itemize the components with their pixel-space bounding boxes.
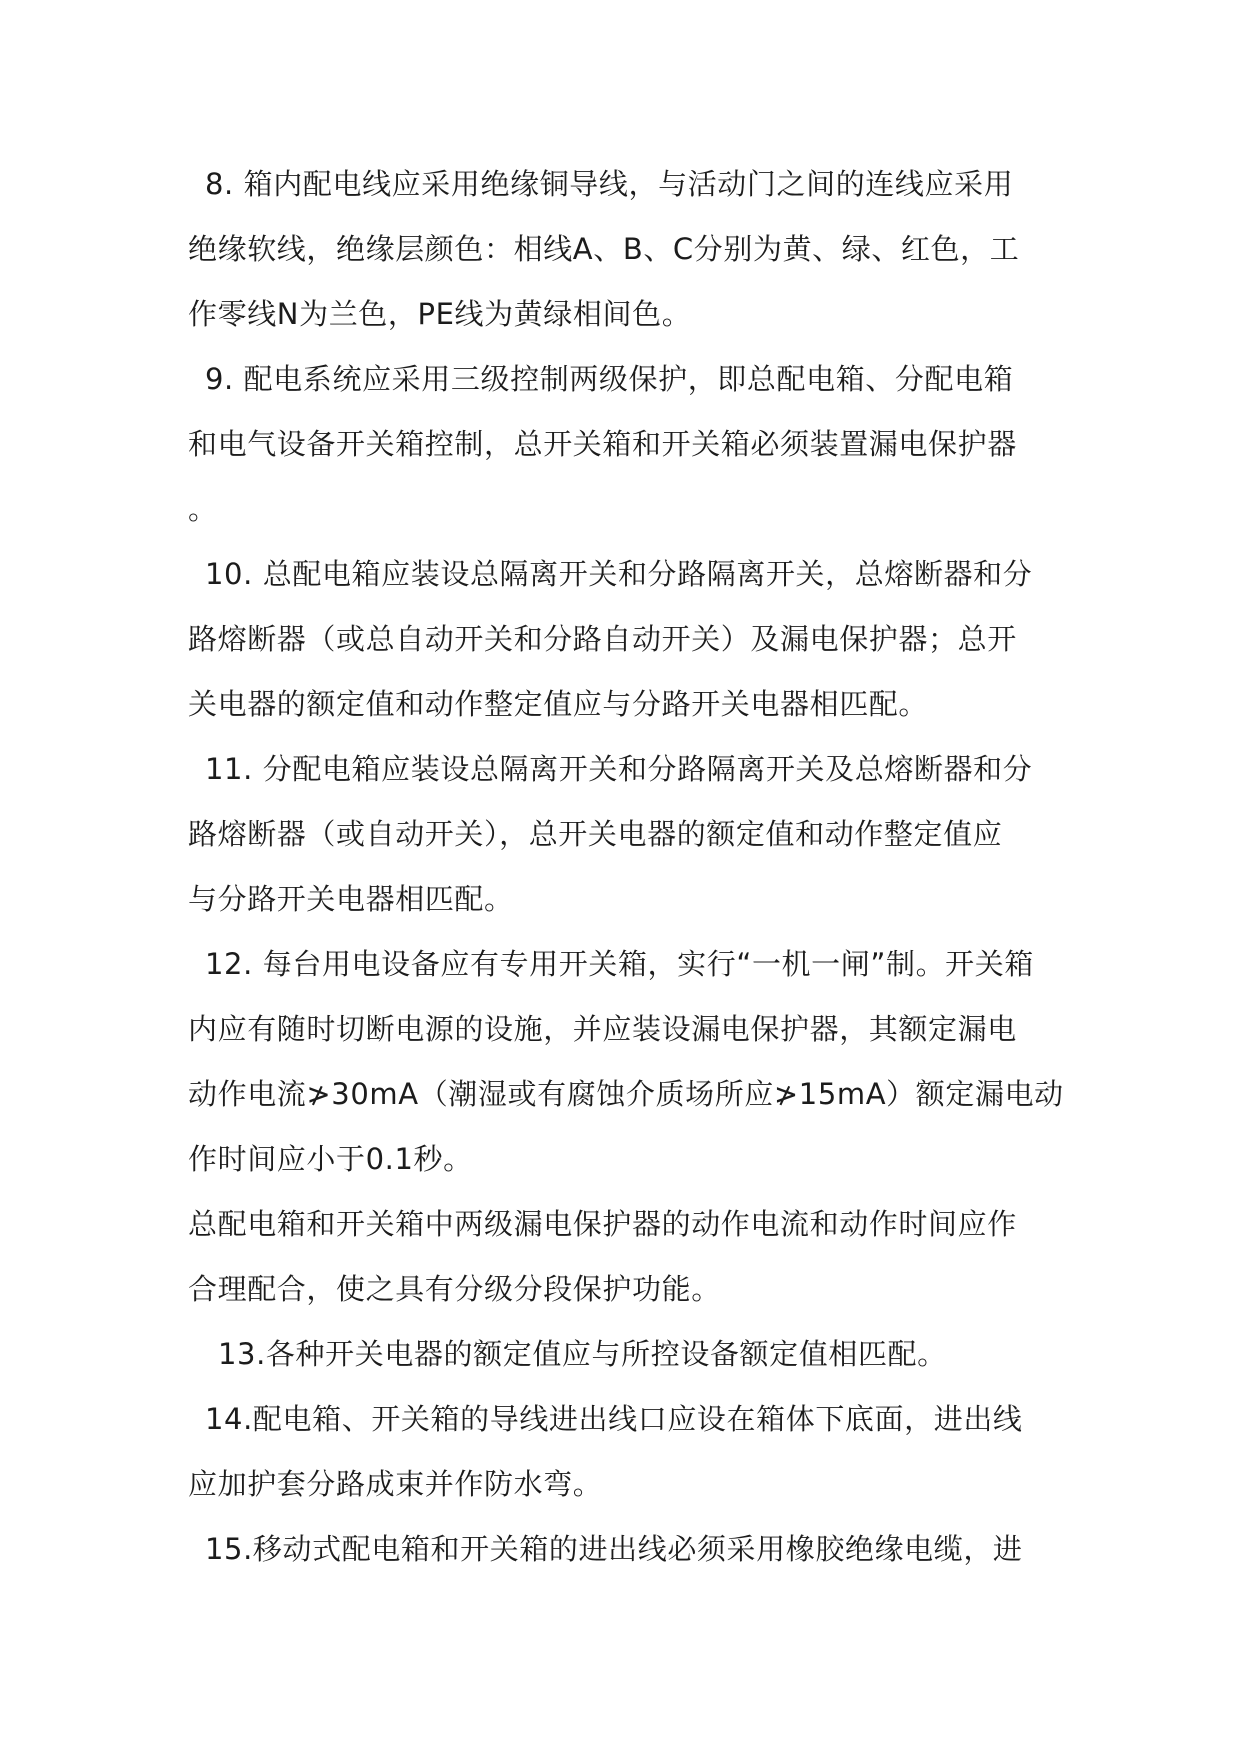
text-line: 路熔断器（或总自动开关和分路自动开关）及漏电保护器；总开: [188, 622, 1017, 656]
text-line: 12. 每台用电设备应有专用开关箱，实行“一机一闸”制。开关箱: [205, 947, 1034, 981]
text-line: 和电气设备开关箱控制，总开关箱和开关箱必须装置漏电保护器: [188, 427, 1017, 461]
text-line: 10. 总配电箱应装设总隔离开关和分路隔离开关，总熔断器和分: [205, 557, 1033, 591]
text-line: 8. 箱内配电线应采用绝缘铜导线，与活动门之间的连线应采用: [205, 167, 1014, 201]
text-line: 作零线N为兰色，PE线为黄绿相间色。: [188, 297, 692, 331]
text-line: 应加护套分路成束并作防水弯。: [188, 1467, 603, 1501]
text-line: 9. 配电系统应采用三级控制两级保护，即总配电箱、分配电箱: [205, 362, 1014, 396]
text-line: 。: [188, 492, 218, 526]
text-line: 动作电流≯30mA（潮湿或有腐蚀介质场所应≯15mA）额定漏电动: [188, 1077, 1064, 1111]
text-line: 作时间应小于0.1秒。: [188, 1142, 473, 1176]
text-line: 合理配合，使之具有分级分段保护功能。: [188, 1272, 721, 1306]
text-line: 绝缘软线，绝缘层颜色：相线A、B、C分别为黄、绿、红色，工: [188, 232, 1020, 266]
text-line: 14.配电箱、开关箱的导线进出线口应设在箱体下底面，进出线: [205, 1402, 1023, 1436]
document-body: [188, 152, 1068, 1582]
text-line: 15.移动式配电箱和开关箱的进出线必须采用橡胶绝缘电缆，进: [205, 1532, 1023, 1566]
text-line: 路熔断器（或自动开关），总开关电器的额定值和动作整定值应: [188, 817, 1003, 851]
text-line: 总配电箱和开关箱中两级漏电保护器的动作电流和动作时间应作: [188, 1207, 1017, 1241]
text-line: 11. 分配电箱应装设总隔离开关和分路隔离开关及总熔断器和分: [205, 752, 1033, 786]
text-line: 关电器的额定值和动作整定值应与分路开关电器相匹配。: [188, 687, 929, 721]
text-line: 13.各种开关电器的额定值应与所控设备额定值相匹配。: [218, 1337, 947, 1371]
text-line: 与分路开关电器相匹配。: [188, 882, 514, 916]
text-line: 内应有随时切断电源的设施，并应装设漏电保护器，其额定漏电: [188, 1012, 1017, 1046]
